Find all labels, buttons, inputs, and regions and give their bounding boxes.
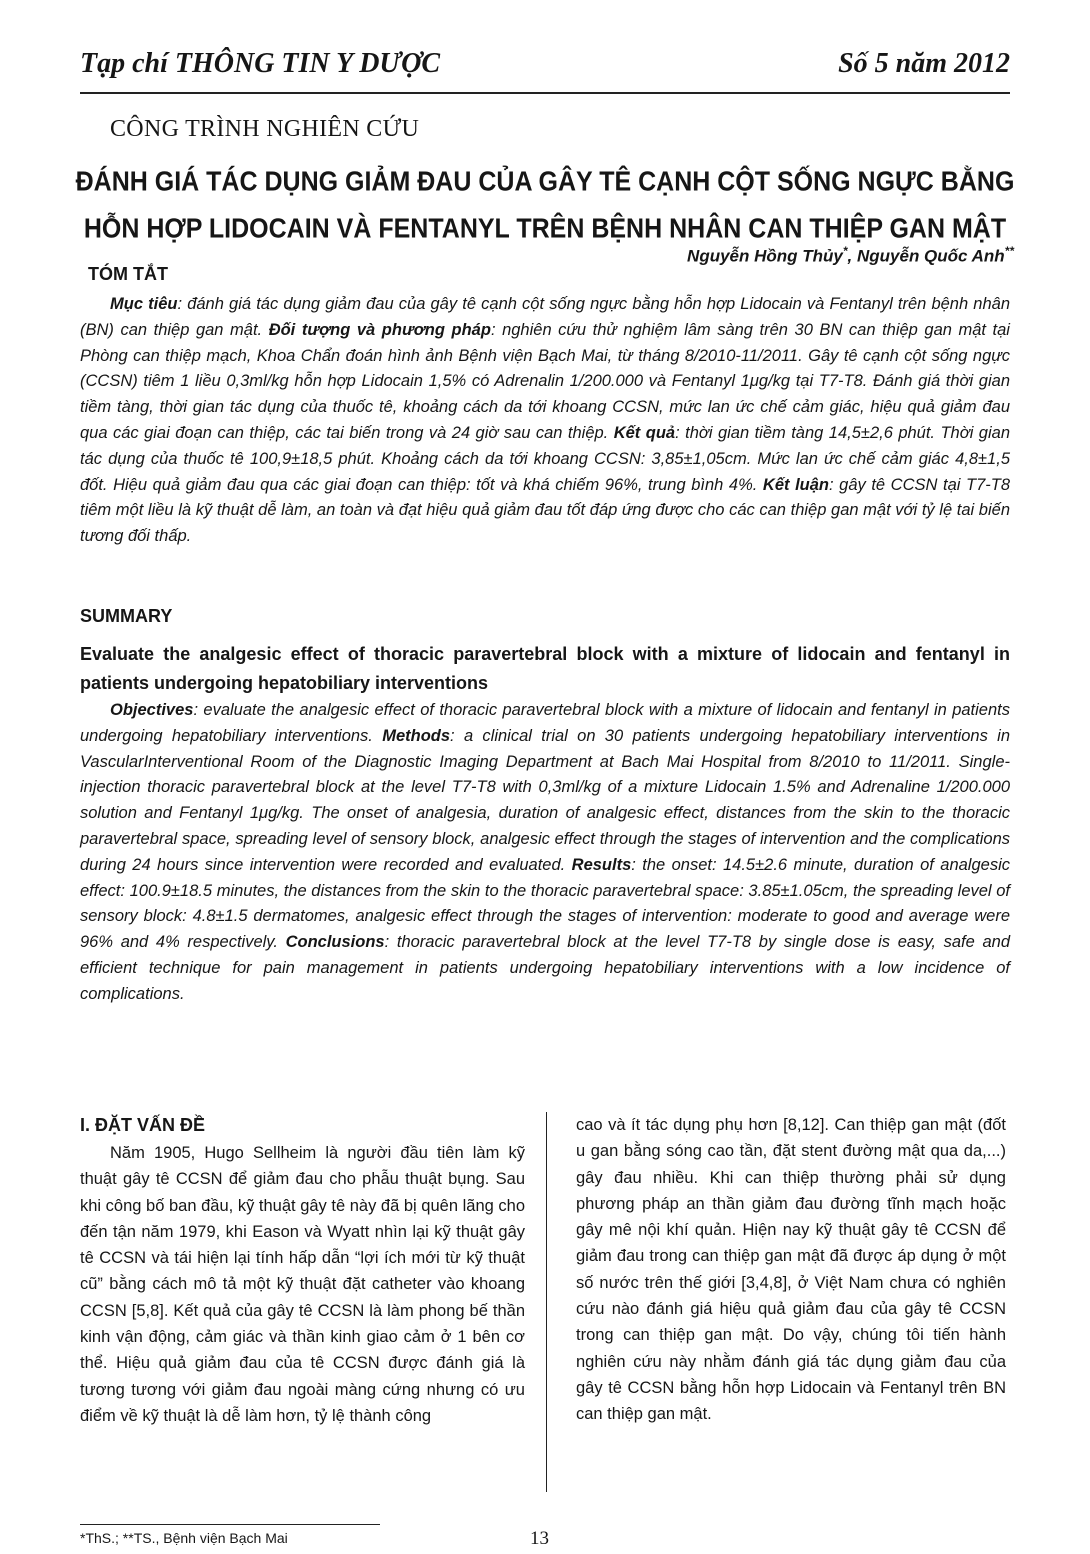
methods-text: : nghiên cứu thử nghiệm lâm sàng trên 30 BN can thiệp gan mật tại Phòng can thiệp mạch, Khoa Chẩn đoán hình ảnh Bệnh viện Bạch Mai, từ tháng 8/2010-11/2011. Gây tê cạnh cột sống ngực (CCSN) tiêm 1 liều 0,3ml/kg hỗn hợp Lidocain 1,5% có Adrenalin 1/200.000 và Fentanyl 1μg/kg tại T7-T8. Đánh giá thời gian tiềm tàng, thời gian tác dụng của thuốc tê, khoảng cách da tới khoang CCSN, mức lan ức chế cảm giác, hiệu quả giảm đau qua các giai đoạn can thiệp, các tai biến trong và 24 giờ sau can thiệp. [80,320,1010,442]
issue-number: Số 5 năm 2012 [838,48,1010,79]
page-number: 13 [530,1528,549,1549]
methods-label: Đối tượng và phương pháp [268,320,491,339]
journal-name: Tạp chí THÔNG TIN Y DƯỢC [80,48,441,79]
title-line-2: HỖN HỢP LIDOCAIN VÀ FENTANYL TRÊN BỆNH NHÂN CAN THIỆP GAN MẬT [83,212,1007,245]
abstract-vi [80,292,1010,550]
column-divider [546,1112,547,1492]
article-title-en: Evaluate the analgesic effect of thoracic paravertebral block with a mixture of lidocain and fentanyl in patients undergoing hepatobiliary interventions [80,644,1010,693]
conclusions-label: Conclusions [285,933,385,952]
header-rule [80,92,1010,94]
author-separator: , [847,246,857,266]
affiliation-mark: ** [1004,244,1014,258]
abstract-en [80,698,1010,1008]
author-list [687,244,1014,267]
summary-heading: SUMMARY [80,606,173,626]
section-heading: I. ĐẶT VẤN ĐỀ [80,1115,206,1135]
affiliation-mark: * [842,244,848,258]
running-head [80,44,1010,84]
body-columns [80,1112,1010,1492]
author-name: Nguyễn Hồng Thủy [687,246,843,266]
results-label: Results [571,855,632,874]
objectives-text: : evaluate the analgesic effect of thoracic paravertebral block with a mixture of lidocain and fentanyl in patients undergoing hepatobiliary interventions. [80,701,1010,745]
left-column [80,1112,525,1429]
results-text: : thời gian tiềm tàng 14,5±2,6 phút. Thời gian tác dụng của thuốc tê 100,9±18,5 phút. Khoảng cách da tới khoang CCSN: 3,85±1,05cm. Mức lan ức chế cảm giác 4,8±1,5 đốt. Hiệu quả giảm đau qua các giai đoạn can thiệp: tốt và khá chiếm 96%, trung bình 4%. [80,423,1010,494]
affiliation-footnote: *ThS.; **TS., Bệnh viện Bạch Mai [80,1530,288,1546]
body-paragraph: cao và ít tác dụng phụ hơn [8,12]. Can thiệp gan mật (đốt u gan bằng sóng cao tần, đặt stent đường mật qua da,...) gây đau nhiều. Khi can thiệp thường phải sử dụng phương pháp an thần giảm đau đường tĩnh mạch hoặc gây mê nội khí quản. Hiện nay kỹ thuật gây tê CCSN để giảm đau trong can thiệp gan mật đã được áp dụng ở một số nước trên thế giới [3,4,8], ở Việt Nam chưa có nghiên cứu nào đánh giá hiệu quả giảm đau của gây tê CCSN trong can thiệp gan mật. Do vậy, chúng tôi tiến hành nghiên cứu này nhằm đánh giá tác dụng giảm đau của gây tê CCSN bằng hỗn hợp Lidocain và Fentanyl trên BN can thiệp gan mật. [576,1116,1006,1424]
title-line-1: ĐÁNH GIÁ TÁC DỤNG GIẢM ĐAU CỦA GÂY TÊ CẠNH CỘT SỐNG NGỰC BẰNG [75,165,1015,198]
article-title-vi [60,158,1030,252]
conclusions-text: : thoracic paravertebral block at the level T7-T8 by single dose is easy, safe and efficient technique for pain management in patients undergoing hepatobiliary interventions with a low incidence of complications. [80,933,1010,1003]
results-text: : the onset: 14.5±2.6 minute, duration of analgesic effect: 100.9±18.5 minutes, the distances from the skin to the thoracic paravertebral space: 3.85±1.05cm, the spreading level of sensory block: 4.8±1.5 dermatomes, analgesic effect through the stages of intervention: moderate to good and average were 96% and 4% respectively. [80,855,1010,952]
conclusion-text: : gây tê CCSN tại T7-T8 tiêm một liều là kỹ thuật dễ làm, an toàn và đạt hiệu quả giảm đau tốt đáp ứng được cho các can thiệp gan mật với tỷ lệ tai biến tương đối thấp. [80,475,1011,546]
abstract-heading-vi: TÓM TẮT [88,264,168,284]
body-paragraph: Năm 1905, Hugo Sellheim là người đầu tiên làm kỹ thuật gây tê CCSN để giảm đau cho phẫu thuật bụng. Sau khi công bố ban đầu, kỹ thuật gây tê này đã bị quên lãng cho đến tận năm 1979, khi Eason và Wyatt nhìn lại kỹ thuật gây tê CCSN và tái hiện lại tính hấp dẫn “lợi ích mới từ kỹ thuật cũ” bằng cách mô tả một kỹ thuật đặt catheter vào khoang CCSN [5,8]. Kết quả của gây tê CCSN là làm phong bế thần kinh vận động, cảm giác và thần kinh giao cảm ở 1 bên cơ thể. Hiệu quả giảm đau của tê CCSN được đánh giá là tương tương với giảm đau ngoài màng cứng nhưng có ưu điểm về kỹ thuật là dễ làm hơn, tỷ lệ thành công [80,1144,525,1425]
right-column [576,1112,1006,1428]
objective-text: : đánh giá tác dụng giảm đau của gây tê cạnh cột sống ngực bằng hỗn hợp Lidocain và Fentanyl trên bệnh nhân (BN) can thiệp gan mật. [80,295,1011,339]
objective-label: Mục tiêu [110,295,178,313]
methods-text: : a clinical trial on 30 patients undergoing hepatobiliary interventions in VascularInterventional Room of the Diagnostic Imaging Department at Bach Mai Hospital from 8/2010 to 11/2011. Single-injection thoracic paravertebral block at the level T7-T8 with 0,3ml/kg of a mixture Lidocain 1.5% and Adrenaline 1/200.000 solution and Fentanyl 1μg/kg. The onset of analgesia, duration of analgesic effect, distances from the skin to the thoracic paravertebral space, spreading level of sensory block, analgesic effect through the stages of intervention and the complications during 24 hours since intervention were recorded and evaluated. [80,726,1011,874]
section-label: CÔNG TRÌNH NGHIÊN CỨU [110,116,420,142]
author-name: Nguyễn Quốc Anh [857,246,1005,266]
footnote-rule [80,1524,380,1525]
objectives-label: Objectives [110,701,194,719]
conclusion-label: Kết luận [762,475,829,494]
results-label: Kết quả [613,423,676,442]
methods-label: Methods [382,726,451,745]
